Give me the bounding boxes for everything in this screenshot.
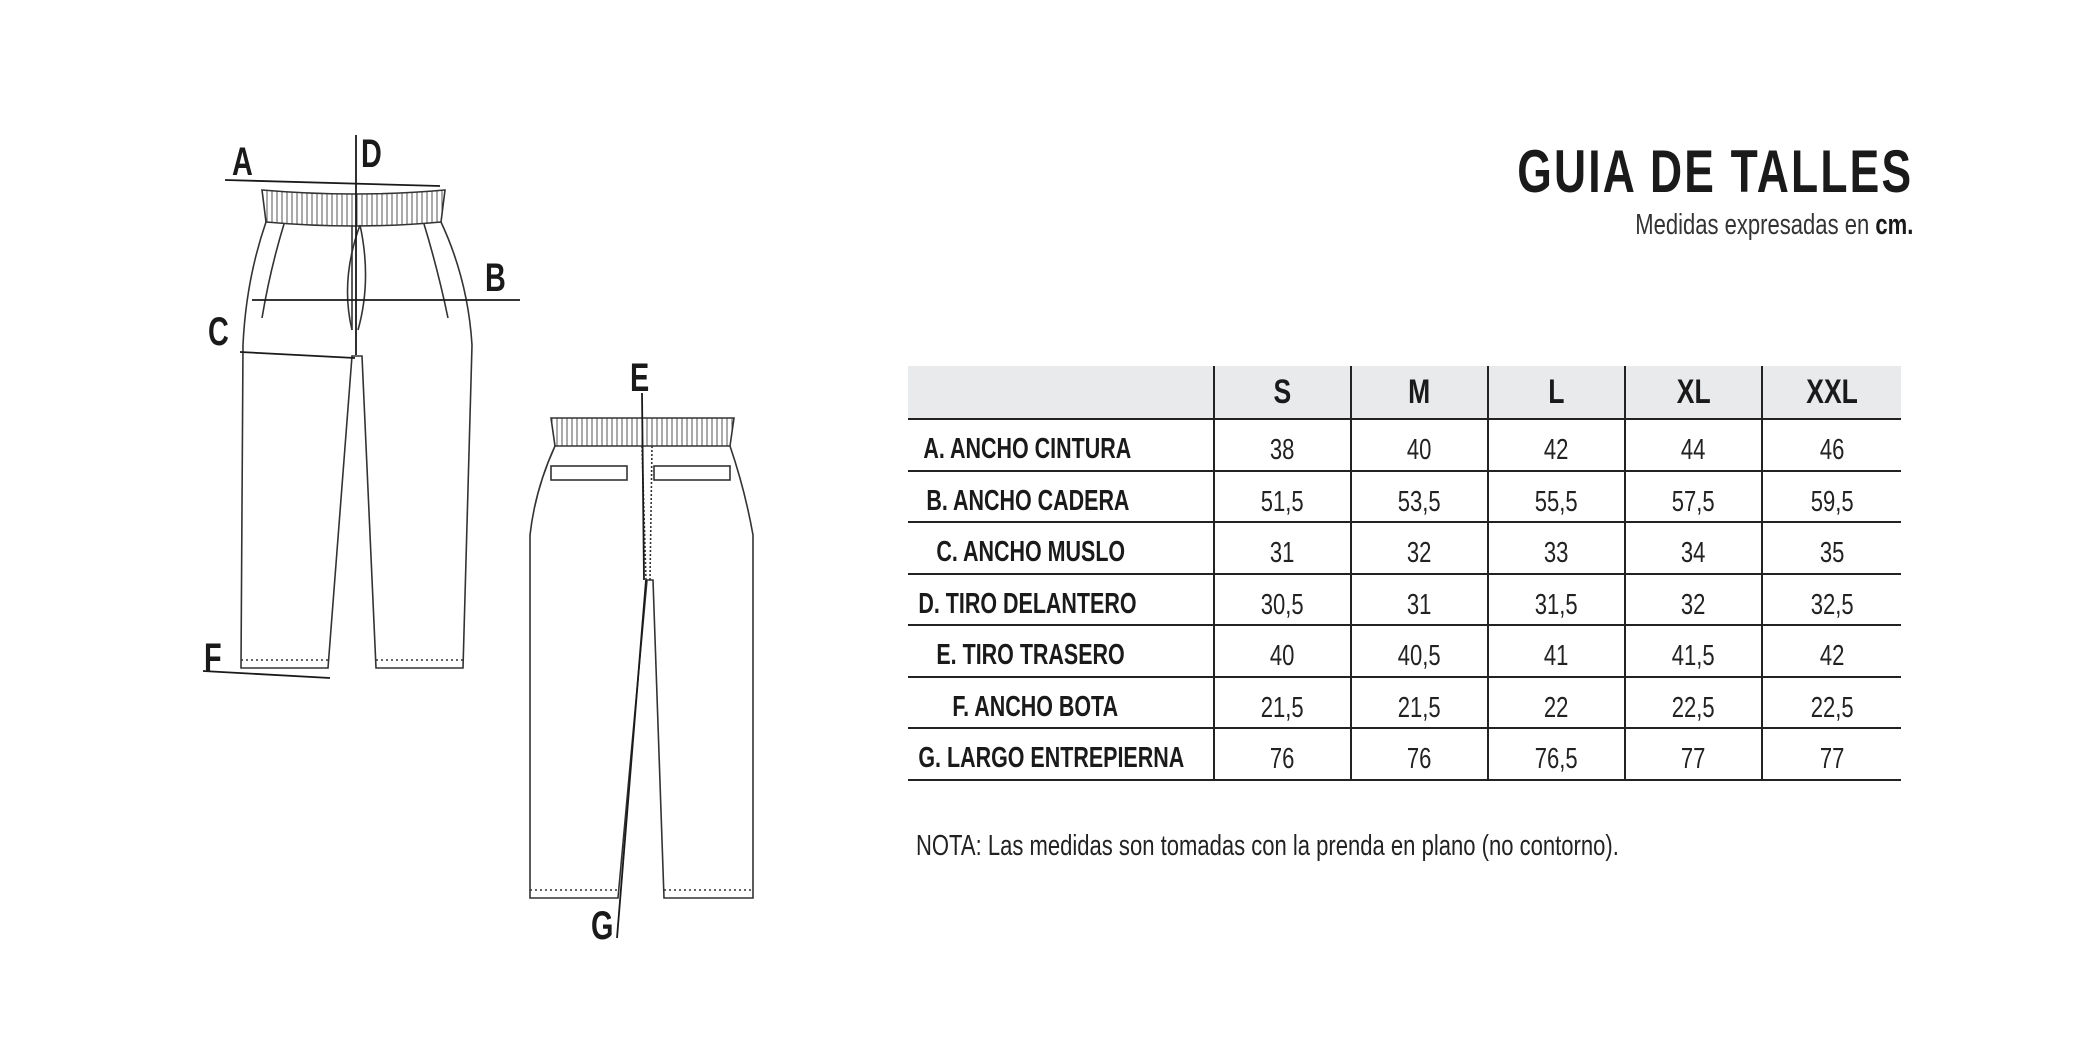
note-prefix: NOTA xyxy=(916,830,976,862)
label-b: B xyxy=(485,256,506,300)
table-cell xyxy=(1488,419,1625,471)
label-c: C xyxy=(208,310,229,354)
table-cell xyxy=(1214,522,1351,574)
cell-value: 22,5 xyxy=(1672,691,1715,724)
cell-value: 32 xyxy=(1681,588,1706,621)
cell-value: 40 xyxy=(1407,434,1432,467)
column-header-label: M xyxy=(1408,372,1431,411)
table-row xyxy=(908,522,1901,574)
table-cell xyxy=(1214,574,1351,626)
table-cell xyxy=(1625,574,1762,626)
row-label-cell xyxy=(908,728,1214,780)
label-a: A xyxy=(232,140,253,184)
column-header-label: L xyxy=(1548,372,1565,411)
row-label: B. ANCHO CADERA xyxy=(926,484,1130,517)
table-cell xyxy=(1762,574,1901,626)
garment-diagram xyxy=(0,0,900,1042)
table-cell xyxy=(1214,677,1351,729)
table-cell xyxy=(1351,471,1488,523)
row-label: E. TIRO TRASERO xyxy=(936,639,1125,672)
row-label: D. TIRO DELANTERO xyxy=(918,587,1137,620)
cell-value: 51,5 xyxy=(1261,485,1304,518)
label-d: D xyxy=(361,132,382,176)
row-label-cell xyxy=(908,574,1214,626)
column-header xyxy=(1625,366,1762,419)
table-cell xyxy=(1488,471,1625,523)
cell-value: 22 xyxy=(1544,691,1569,724)
table-row xyxy=(908,677,1901,729)
cell-value: 32,5 xyxy=(1810,588,1854,621)
cell-value: 33 xyxy=(1544,537,1569,570)
table-cell xyxy=(1214,471,1351,523)
table-row xyxy=(908,574,1901,626)
cell-value: 42 xyxy=(1819,640,1845,673)
table-row xyxy=(908,625,1901,677)
header-empty-cell xyxy=(908,366,1214,419)
size-table xyxy=(908,366,1901,781)
table-row xyxy=(908,471,1901,523)
table-cell xyxy=(1488,522,1625,574)
table-cell xyxy=(1625,419,1762,471)
back-pants xyxy=(530,418,753,898)
cell-value: 32 xyxy=(1407,537,1432,570)
row-label-cell xyxy=(908,625,1214,677)
pants-illustration xyxy=(0,0,900,1042)
table-cell xyxy=(1488,728,1625,780)
column-header-label: XXL xyxy=(1806,372,1858,411)
column-header-label: XL xyxy=(1676,372,1711,411)
cell-value: 59,5 xyxy=(1810,485,1854,518)
table-cell xyxy=(1762,625,1901,677)
cell-value: 40,5 xyxy=(1398,640,1441,673)
cell-value: 55,5 xyxy=(1535,485,1578,518)
table-cell xyxy=(1625,677,1762,729)
cell-value: 76,5 xyxy=(1535,743,1578,776)
table-cell xyxy=(1625,471,1762,523)
subtitle-unit: cm. xyxy=(1875,209,1913,241)
table-cell xyxy=(1625,522,1762,574)
cell-value: 41,5 xyxy=(1672,640,1715,673)
page-subtitle xyxy=(1506,209,1913,242)
cell-value: 42 xyxy=(1544,434,1569,467)
table-cell xyxy=(1351,625,1488,677)
table-cell xyxy=(1214,625,1351,677)
row-label-cell xyxy=(908,677,1214,729)
table-cell xyxy=(1488,677,1625,729)
column-header-label: S xyxy=(1273,372,1292,411)
table-cell xyxy=(1351,574,1488,626)
cell-value: 38 xyxy=(1270,434,1295,467)
table-cell xyxy=(1214,728,1351,780)
table-cell xyxy=(1625,625,1762,677)
table-cell xyxy=(1762,728,1901,780)
row-label-cell xyxy=(908,419,1214,471)
cell-value: 76 xyxy=(1407,743,1432,776)
cell-value: 44 xyxy=(1681,434,1706,467)
table-cell xyxy=(1762,522,1901,574)
table-cell xyxy=(1351,728,1488,780)
cell-value: 30,5 xyxy=(1261,588,1304,621)
cell-value: 35 xyxy=(1819,537,1845,570)
table-cell xyxy=(1625,728,1762,780)
row-label: C. ANCHO MUSLO xyxy=(936,536,1126,569)
row-label: A. ANCHO CINTURA xyxy=(923,433,1132,466)
column-header xyxy=(1488,366,1625,419)
table-cell xyxy=(1762,677,1901,729)
cell-value: 34 xyxy=(1681,537,1706,570)
column-header xyxy=(1214,366,1351,419)
table-cell xyxy=(1488,625,1625,677)
page-title: GUIA DE TALLES xyxy=(1516,138,1913,205)
column-header xyxy=(1351,366,1488,419)
cell-value: 22,5 xyxy=(1810,691,1854,724)
cell-value: 76 xyxy=(1270,743,1295,776)
row-label: F. ANCHO BOTA xyxy=(951,690,1118,723)
table-row xyxy=(908,419,1901,471)
cell-value: 21,5 xyxy=(1261,691,1304,724)
table-cell xyxy=(1351,522,1488,574)
cell-value: 77 xyxy=(1819,743,1845,776)
table-cell xyxy=(1214,419,1351,471)
table-header-row xyxy=(908,366,1901,419)
note-text: : Las medidas son tomadas con la prenda en plano (no contorno). xyxy=(975,830,1619,862)
cell-value: 41 xyxy=(1544,640,1569,673)
table-cell xyxy=(1762,419,1901,471)
row-label-cell xyxy=(908,522,1214,574)
row-label: G. LARGO ENTREPIERNA xyxy=(918,742,1185,775)
cell-value: 31 xyxy=(1270,537,1295,570)
table-cell xyxy=(1351,677,1488,729)
cell-value: 21,5 xyxy=(1398,691,1441,724)
cell-value: 31,5 xyxy=(1535,588,1578,621)
cell-value: 40 xyxy=(1270,640,1295,673)
cell-value: 77 xyxy=(1681,743,1706,776)
label-f: F xyxy=(204,636,222,680)
note xyxy=(916,830,1619,863)
table-cell xyxy=(1488,574,1625,626)
label-e: E xyxy=(630,356,650,400)
cell-value: 31 xyxy=(1407,588,1432,621)
table-cell xyxy=(1351,419,1488,471)
subtitle-text: Medidas expresadas en xyxy=(1634,209,1876,241)
label-g: G xyxy=(591,904,614,948)
table-cell xyxy=(1762,471,1901,523)
cell-value: 53,5 xyxy=(1398,485,1441,518)
cell-value: 57,5 xyxy=(1672,485,1715,518)
table-row xyxy=(908,728,1901,780)
header xyxy=(1378,140,1913,242)
row-label-cell xyxy=(908,471,1214,523)
column-header xyxy=(1762,366,1901,419)
cell-value: 46 xyxy=(1819,434,1845,467)
